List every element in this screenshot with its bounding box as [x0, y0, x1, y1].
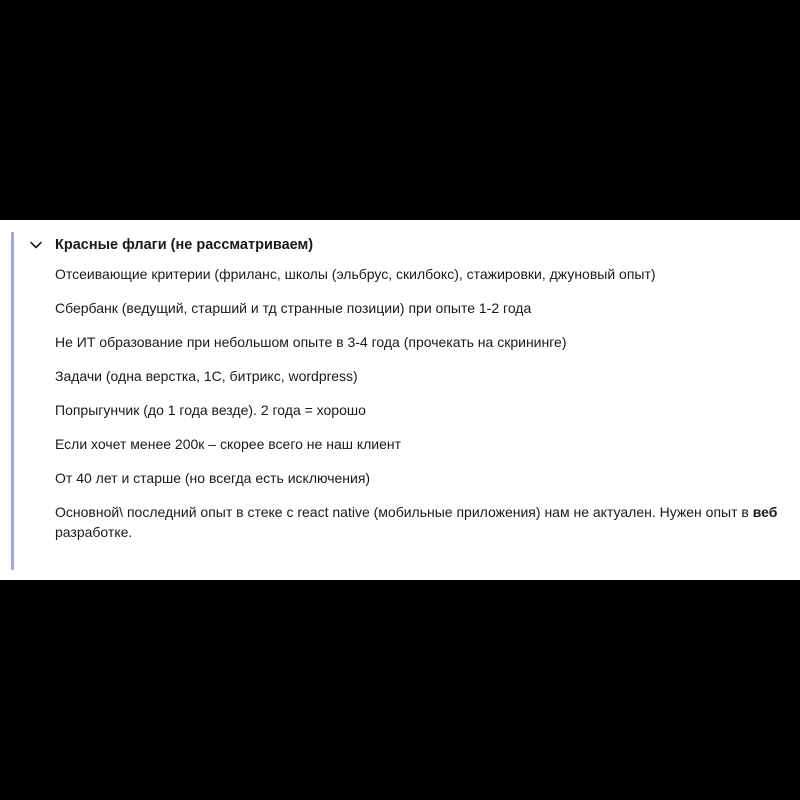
list-item	[55, 502, 790, 542]
list-item-bold-text: веб	[752, 504, 778, 520]
list-item: Не ИТ образование при небольшом опыте в 3-4 года (прочекать на скрининге)	[55, 334, 567, 350]
quote-accent-bar	[11, 232, 14, 570]
section-header[interactable]	[28, 234, 313, 256]
red-flags-list	[55, 264, 790, 542]
list-item-text: разработке.	[55, 524, 133, 540]
section-title: Красные флаги (не рассматриваем)	[55, 237, 314, 253]
list-item-text: Основной\ последний опыт в стеке с react native (мобильные приложения) нам не актуален. Нужен опыт в	[55, 504, 753, 520]
list-item: Если хочет менее 200к – скорее всего не наш клиент	[55, 436, 402, 452]
chevron-down-icon[interactable]	[28, 237, 44, 253]
list-item: От 40 лет и старше (но всегда есть исключения)	[55, 470, 371, 486]
red-flags-panel	[0, 220, 800, 580]
list-item: Попрыгунчик (до 1 года везде). 2 года = хорошо	[55, 402, 366, 418]
list-item: Отсеивающие критерии (фриланс, школы (эльбрус, скилбокс), стажировки, джуновый опыт)	[55, 266, 656, 282]
list-item: Сбербанк (ведущий, старший и тд странные позиции) при опыте 1-2 года	[55, 300, 532, 316]
list-item: Задачи (одна верстка, 1С, битрикс, wordpress)	[55, 368, 358, 384]
